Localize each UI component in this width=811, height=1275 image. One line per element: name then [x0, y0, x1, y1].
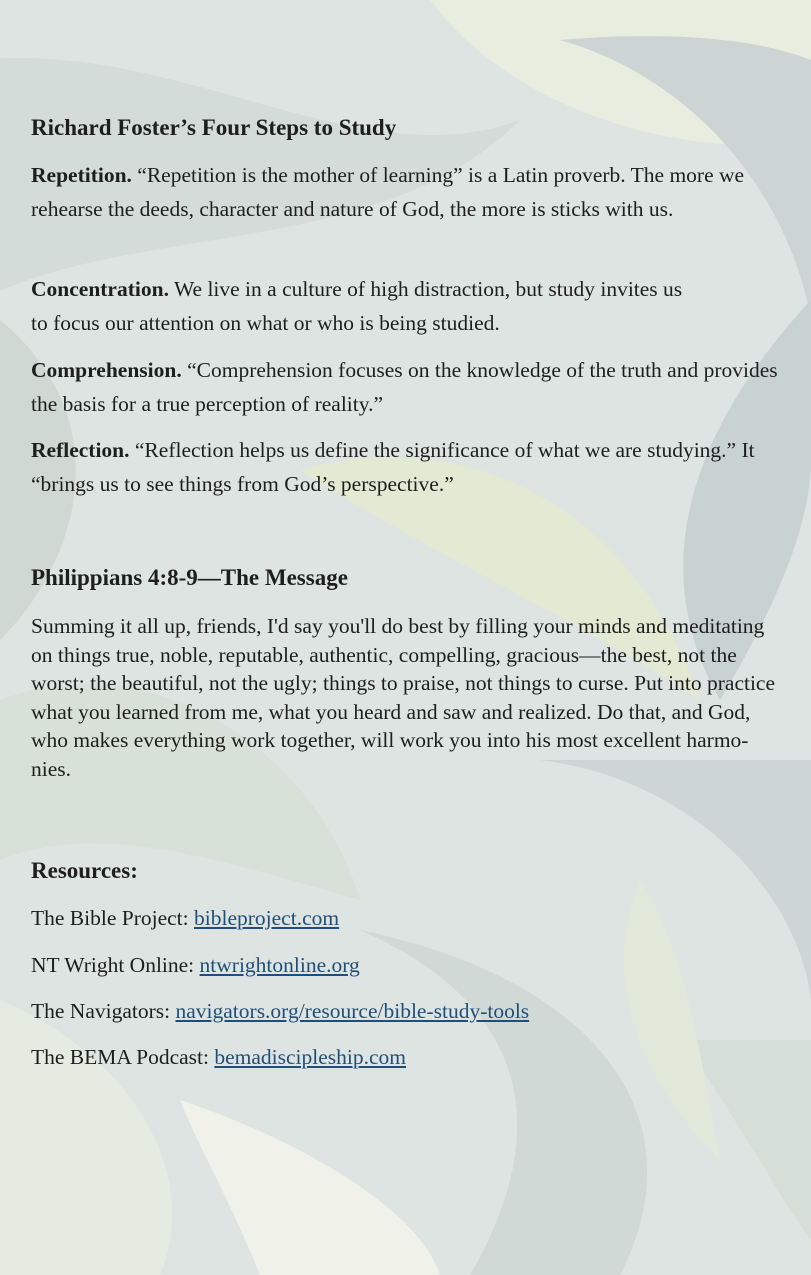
- resource-label: The BEMA Podcast:: [31, 1045, 209, 1069]
- passage-heading: Philippians 4:8-9—The Message: [31, 565, 348, 590]
- resources-heading: Resources:: [31, 858, 138, 883]
- step-text: We live in a culture of high distraction, but study invites us to focus our attention on what or who is being studied.: [31, 277, 683, 335]
- resource-label: NT Wright Online:: [31, 953, 195, 977]
- step-text: “Repetition is the mother of learning” is a Latin proverb. The more we rehearse the deeds, character and nature of God, the more is sticks with us.: [31, 163, 745, 221]
- step-term: Concentration.: [31, 277, 169, 301]
- step-term: Comprehension.: [31, 358, 182, 382]
- resource-link[interactable]: ntwrightonline.org: [199, 953, 360, 977]
- step-term: Reflection.: [31, 438, 130, 462]
- step-text: “Reflection helps us define the significance of what we are studying.” It “brings us to see things from God’s perspective.”: [31, 438, 755, 496]
- passage-text: Summing it all up, friends, I'd say you'll do best by filling your minds and meditating on things true, noble, reputable, authentic, compelling, gracious—the best, not the worst; the beautiful, not the ugly; things to praise, not things to curse. Put into practice what you learned from me, what you heard and saw and realized. Do that, and God, who makes everything work together, will work you into his most excellent harmo-nies.: [31, 614, 776, 781]
- step-concentration: [31, 272, 701, 340]
- resource-link[interactable]: navigators.org/resource/bible-study-tools: [175, 999, 530, 1023]
- foster-heading: Richard Foster’s Four Steps to Study: [31, 115, 397, 140]
- resource-label: The Bible Project:: [31, 906, 189, 930]
- step-text: “Comprehension focuses on the knowledge of the truth and provides the basis for a true perception of reality.”: [31, 358, 778, 416]
- step-repetition: [31, 158, 781, 226]
- step-reflection: [31, 433, 756, 501]
- resource-bema: [31, 1043, 406, 1071]
- resource-label: The Navigators:: [31, 999, 171, 1023]
- resource-navigators: [31, 997, 529, 1025]
- resource-nt-wright: [31, 951, 360, 979]
- resource-link[interactable]: bemadiscipleship.com: [214, 1045, 407, 1069]
- resource-link[interactable]: bibleproject.com: [194, 906, 340, 930]
- step-term: Repetition.: [31, 163, 132, 187]
- resource-bible-project: [31, 904, 339, 932]
- step-comprehension: [31, 353, 786, 421]
